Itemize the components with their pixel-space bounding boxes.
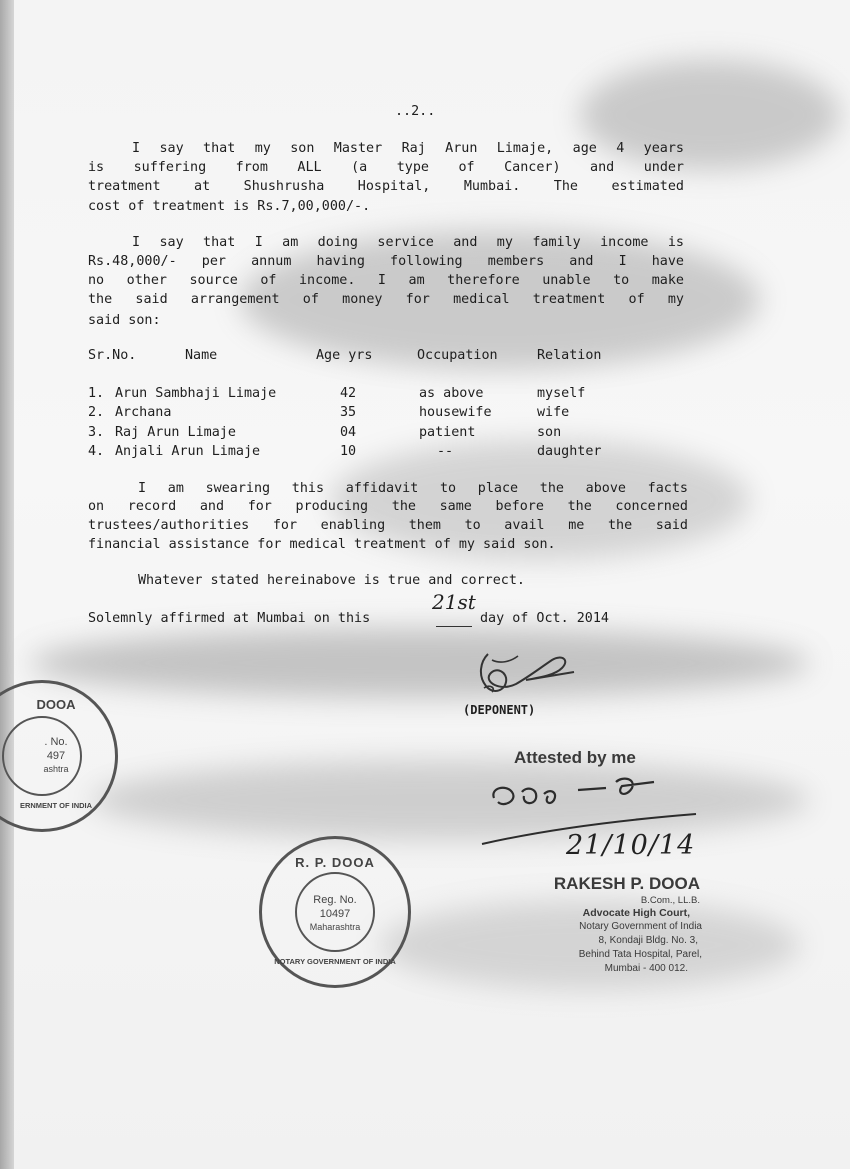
header-relation: Relation bbox=[537, 348, 602, 363]
seal-bottom-text: NOTARY GOVERNMENT OF INDIA bbox=[274, 957, 396, 966]
para4-line: Whatever stated hereinabove is true and correct. bbox=[138, 573, 525, 588]
para2-line: I say that I am doing service and my family income is bbox=[132, 235, 684, 250]
seal-bottom-text: ERNMENT OF INDIA bbox=[19, 801, 93, 810]
header-age: Age yrs bbox=[316, 348, 373, 363]
row-no: 2. bbox=[88, 405, 105, 420]
para2-line: Rs.48,000/- per annum having following members and I have bbox=[88, 254, 684, 269]
affirmation-text: Solemnly affirmed at Mumbai on this bbox=[88, 611, 371, 626]
row-age: 04 bbox=[340, 425, 357, 440]
row-relation: daughter bbox=[537, 444, 602, 459]
para3-line: trustees/authorities for enabling them to avail me the said bbox=[88, 518, 688, 533]
row-relation: son bbox=[537, 425, 562, 440]
seal-reg: Reg. No. bbox=[313, 894, 357, 906]
para2-line: no other source of income. I am therefore unable to make bbox=[88, 273, 684, 288]
row-no: 1. bbox=[88, 386, 105, 401]
seal-number: 10497 bbox=[319, 908, 351, 920]
para3-line: financial assistance for medical treatment of my said son. bbox=[88, 537, 556, 552]
page-number: ..2.. bbox=[395, 104, 436, 119]
seal-top-text: DOOA bbox=[36, 697, 76, 712]
handwritten-day: 21st bbox=[432, 590, 476, 614]
page-left-edge-shadow bbox=[0, 0, 14, 1169]
row-relation: wife bbox=[537, 405, 570, 420]
row-age: 35 bbox=[340, 405, 357, 420]
table-row bbox=[0, 405, 850, 423]
copy-smudge bbox=[30, 628, 810, 698]
notary-line: Mumbai - 400 012. bbox=[604, 963, 688, 974]
row-age: 42 bbox=[340, 386, 357, 401]
notary-seal bbox=[259, 836, 411, 988]
row-no: 4. bbox=[88, 444, 105, 459]
header-name: Name bbox=[185, 348, 218, 363]
row-relation: myself bbox=[537, 386, 586, 401]
attested-by-text: Attested by me bbox=[514, 748, 636, 767]
row-age: 10 bbox=[340, 444, 357, 459]
deponent-label: (DEPONENT) bbox=[463, 703, 536, 717]
notary-line: Advocate High Court, bbox=[582, 907, 690, 919]
para1-line: cost of treatment is Rs.7,00,000/-. bbox=[88, 199, 371, 214]
attest-date-handwritten: 21/10/14 bbox=[566, 830, 696, 861]
row-name: Raj Arun Limaje bbox=[115, 425, 236, 440]
table-row bbox=[0, 386, 850, 404]
para3-line: on record and for producing the same before the concerned bbox=[88, 499, 688, 514]
notary-qualification: B.Com., LL.B. bbox=[640, 895, 700, 906]
notary-name: RAKESH P. DOOA bbox=[553, 874, 700, 893]
para2-line: said son: bbox=[88, 313, 161, 328]
seal-reg: . No. bbox=[44, 736, 68, 748]
para1-line: I say that my son Master Raj Arun Limaje, age 4 years bbox=[132, 141, 684, 156]
affirmation-date: day of Oct. 2014 bbox=[480, 611, 609, 626]
row-name: Arun Sambhaji Limaje bbox=[115, 386, 277, 401]
notary-line: 8, Kondaji Bldg. No. 3, bbox=[598, 935, 698, 946]
row-name: Anjali Arun Limaje bbox=[115, 444, 261, 459]
notary-seal-partial bbox=[0, 680, 118, 832]
table-row bbox=[0, 444, 850, 462]
para3-line: I am swearing this affidavit to place the above facts bbox=[138, 481, 688, 496]
seal-state: Maharashtra bbox=[309, 922, 361, 932]
seal-number: 497 bbox=[46, 750, 66, 762]
copy-smudge bbox=[90, 760, 810, 840]
row-occupation: -- bbox=[437, 444, 454, 459]
header-srno: Sr.No. bbox=[88, 348, 137, 363]
seal-top-text: R. P. DOOA bbox=[295, 855, 375, 870]
row-occupation: patient bbox=[419, 425, 476, 440]
row-no: 3. bbox=[88, 425, 105, 440]
row-occupation: housewife bbox=[419, 405, 492, 420]
deponent-signature bbox=[470, 642, 580, 700]
row-name: Archana bbox=[115, 405, 172, 420]
row-occupation: as above bbox=[419, 386, 484, 401]
notary-signature bbox=[486, 768, 666, 816]
day-underline bbox=[436, 626, 472, 627]
header-occupation: Occupation bbox=[417, 348, 498, 363]
table-header bbox=[0, 348, 850, 368]
para2-line: the said arrangement of money for medical treatment of my bbox=[88, 292, 684, 307]
para1-line: is suffering from ALL (a type of Cancer) and under bbox=[88, 160, 684, 175]
notary-line: Behind Tata Hospital, Parel, bbox=[578, 949, 702, 960]
para1-line: treatment at Shushrusha Hospital, Mumbai. The estimated bbox=[88, 179, 684, 194]
seal-state: ashtra bbox=[43, 764, 69, 774]
table-row bbox=[0, 425, 850, 443]
notary-line: Notary Government of India bbox=[579, 921, 702, 932]
